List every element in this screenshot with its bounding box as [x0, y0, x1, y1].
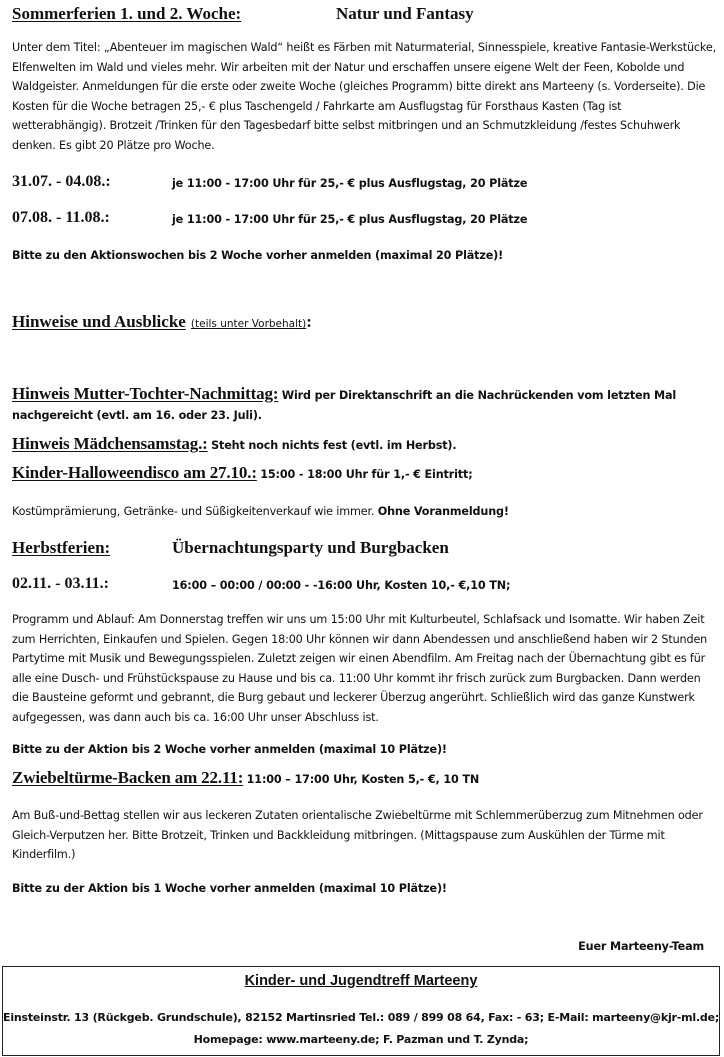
- herbstferien-info: 16:00 – 00:00 / 00:00 - -16:00 Uhr, Kosten 10,- €,10 TN;: [172, 579, 511, 592]
- mutter-tochter-text: Wird per Direktanschrift an die Nachrückenden vom letzten Mal nachgereicht (evtl. am 16. oder 23. Juli).: [12, 389, 677, 422]
- halloween-body: Kostümprämierung, Getränke- und Süßigkeitenverkauf wie immer.: [12, 505, 375, 518]
- maedchensamstag-block: [12, 434, 457, 456]
- date-week-1: 31.07. - 04.08.:: [12, 173, 111, 190]
- halloween-block: [12, 463, 473, 485]
- zwiebeltuerme-block: [12, 768, 479, 790]
- zwiebeltuerme-heading: Zwiebeltürme-Backen am 22.11:: [12, 768, 244, 787]
- maedchensamstag-heading: Hinweis Mädchensamstag.:: [12, 434, 208, 453]
- sommerferien-registration-note: Bitte zu den Aktionswochen bis 2 Woche vorher anmelden (maximal 20 Plätze)!: [12, 249, 504, 262]
- hinweise-heading: [12, 312, 312, 332]
- mutter-tochter-heading: Hinweis Mutter-Tochter-Nachmittag:: [12, 384, 279, 403]
- herbstferien-description: Programm und Ablauf: Am Donnerstag treffen wir uns um 15:00 Uhr mit Kulturbeutel, Schlafsack und Isomatte. Wir haben Zeit zum Herrichten, Einkaufen und Spielen. Gegen 18:00 Uhr können wir dann Abendessen und anschließend haben wir 2 Stunden Partytime mit Musik und Bewegungsspielen. Zuletzt zeigen wir einen Abendfilm. Am Freitag nach der Übernachtung gibt es für alle eine Dusch- und Frühstückspause zu Hause und bis ca. 11:00 Uhr kommt ihr frisch zurück zum Burgbacken. Dann werden die Bausteine geformt und gebrannt, die Burg gebaut und leckerer Überzug angerührt. Schließlich wird das ganze Kunstwerk aufgegessen, was dann auch bis ca. 16:00 Uhr unser Abschluss ist.: [12, 613, 708, 724]
- halloween-info: 15:00 - 18:00 Uhr für 1,- € Eintritt;: [260, 468, 473, 481]
- maedchensamstag-text: Steht noch nichts fest (evtl. im Herbst).: [211, 439, 457, 452]
- contact-footer: [2, 966, 720, 1056]
- mutter-tochter-block: [12, 384, 712, 425]
- section-heading-sommerferien: Sommerferien 1. und 2. Woche:: [12, 4, 242, 23]
- team-signature: Euer Marteeny-Team: [578, 940, 704, 953]
- footer-homepage-line: Homepage: www.marteeny.de; F. Pazman und T. Zynda;: [193, 1033, 529, 1046]
- zwiebeltuerme-info: 11:00 – 17:00 Uhr, Kosten 5,- €, 10 TN: [246, 773, 480, 786]
- herbstferien-date: 02.11. - 03.11.:: [12, 575, 109, 592]
- sommerferien-description: Unter dem Titel: „Abenteuer im magischen Wald“ heißt es Färben mit Naturmaterial, Sinnesspiele, kreative Fantasie-Werkstücke, Elfenwelten im Wald und vieles mehr. Wir arbeiten mit der Natur und erschaffen unsere eigene Welt der Feen, Kobolde und Waldgeister. Anmeldungen für die erste oder zweite Woche (gleiches Programm) bitte direkt ans Marteeny (s. Vorderseite). Die Kosten für die Woche betragen 25,- € plus Taschengeld / Fahrkarte am Ausflugstag für Forsthaus Kasten (Tag ist wetterabhängig). Brotzeit /Trinken für den Tagesbedarf bitte selbst mitbringen und an Schmutzkleidung /festes Schuhwerk denken. Es gibt 20 Plätze pro Woche.: [12, 41, 716, 152]
- herbstferien-heading: Herbstferien:: [12, 538, 111, 557]
- hinweise-colon: :: [306, 312, 312, 331]
- halloween-heading: Kinder-Halloweendisco am 27.10.:: [12, 463, 257, 482]
- herbstferien-registration-note: Bitte zu der Aktion bis 2 Woche vorher anmelden (maximal 10 Plätze)!: [12, 743, 447, 756]
- halloween-no-registration: Ohne Voranmeldung!: [377, 505, 509, 518]
- zwiebeltuerme-registration-note: Bitte zu der Aktion bis 1 Woche vorher anmelden (maximal 10 Plätze)!: [12, 882, 447, 895]
- info-week-1: je 11:00 - 17:00 Uhr für 25,- € plus Ausflugstag, 20 Plätze: [172, 177, 528, 190]
- hinweise-title: Hinweise und Ausblicke: [12, 312, 186, 331]
- date-week-2: 07.08. - 11.08.:: [12, 209, 110, 226]
- info-week-2: je 11:00 - 17:00 Uhr für 25,- € plus Ausflugstag, 20 Plätze: [172, 213, 528, 226]
- halloween-description: [12, 502, 509, 522]
- hinweise-qualifier: (teils unter Vorbehalt): [190, 318, 307, 330]
- herbstferien-subtitle: Übernachtungsparty und Burgbacken: [172, 538, 449, 557]
- footer-address-line: Einsteinstr. 13 (Rückgeb. Grundschule), 82152 Martinsried Tel.: 089 / 899 08 64, Fax: - 63; E-Mail: marteeny@kjr-ml.de;: [3, 1011, 720, 1024]
- zwiebeltuerme-description: Am Buß-und-Bettag stellen wir aus leckeren Zutaten orientalische Zwiebeltürme mit Schlemmerüberzug zum Mitnehmen oder Gleich-Verputzen her. Bitte Brotzeit, Trinken und Backkleidung mitbringen. (Mittagspause zum Auskühlen der Türme mit Kinderfilm.): [12, 809, 703, 862]
- section-subtitle-natur-fantasy: Natur und Fantasy: [336, 4, 474, 23]
- footer-title: Kinder- und Jugendtreff Marteeny: [244, 973, 478, 989]
